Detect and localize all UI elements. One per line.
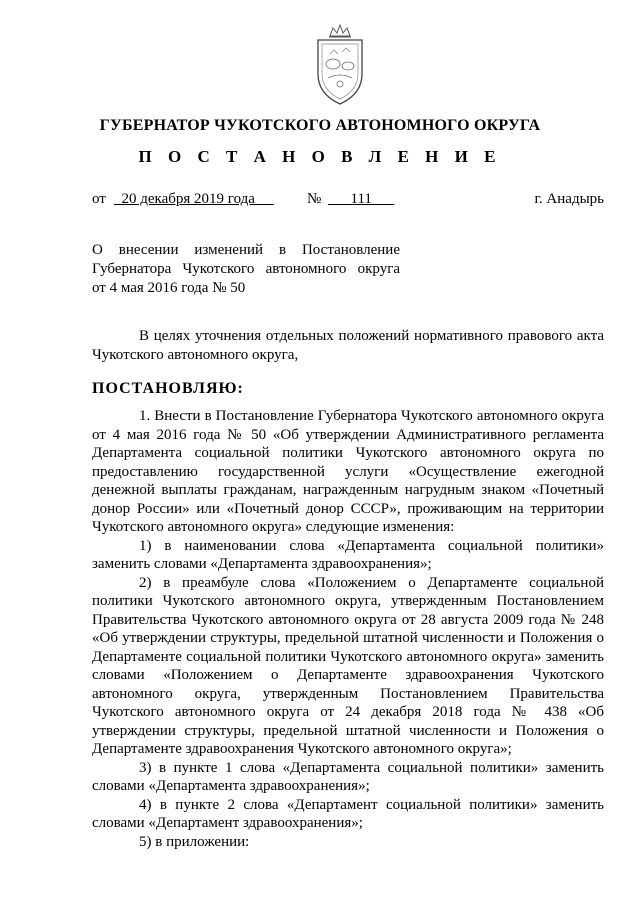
document-type-title: П О С Т А Н О В Л Е Н И Е <box>138 147 502 166</box>
date-prefix: от <box>92 191 106 207</box>
coat-of-arms-icon <box>300 22 380 108</box>
subject-line: Губернатора Чукотского автономного округа <box>92 261 400 277</box>
paragraph: 1) в наименовании слова «Департамента социальной политики» заменить словами «Департамента здравоохранения»; <box>92 537 604 572</box>
resolution-body <box>92 407 604 851</box>
number-sign: № <box>307 191 322 207</box>
resolve-heading: ПОСТАНОВЛЯЮ: <box>92 380 244 397</box>
governor-title: ГУБЕРНАТОР ЧУКОТСКОГО АВТОНОМНОГО ОКРУГА <box>99 117 541 134</box>
paragraph: 1. Внести в Постановление Губернатора Чукотского автономного округа от 4 мая 2016 года № 50 «Об утверждении Административного регламента Департамента социальной политики Чукотского автономного округа по предоставлению государственной услуги «Осуществление ежегодной денежной выплаты гражданам, награжденным нагрудным знаком «Почетный донор России» или «Почетный донор СССР», проживающим на территории Чукотского автономного округа» следующие изменения: <box>92 408 604 535</box>
document-meta <box>92 191 604 211</box>
city-name: г. Анадырь <box>534 191 604 207</box>
preamble-text: В целях уточнения отдельных положений нормативного правового акта Чукотского автономного округа, <box>92 328 604 363</box>
paragraph: 3) в пункте 1 слова «Департамента социальной политики» заменить словами «Департамента здравоохранения»; <box>92 759 604 794</box>
paragraph: 5) в приложении: <box>139 833 250 850</box>
subject-line: от 4 мая 2016 года № 50 <box>92 280 246 296</box>
document-date: 20 декабря 2019 года <box>121 191 255 207</box>
document-number: 111 <box>350 191 372 207</box>
document-subject <box>92 241 400 298</box>
subject-line: О внесении изменений в Постановление <box>92 242 400 258</box>
paragraph: 2) в преамбуле слова «Положением о Департаменте социальной политики Чукотского автономного округа, утвержденным Постановлением Правительства Чукотского автономного округа от 28 августа 2009 года № 248 «Об утверждении структуры, предельной штатной численности и Положения о Департаменте социальной политики Чукотского автономного округа» заменить словами «Положением о Департаменте здравоохранения Чукотского автономного округа, утвержденным Постановлением Правительства Чукотского автономного округа от 24 декабря 2018 года № 438 «Об утверждении структуры, предельной штатной численности и Положения о Департаменте здравоохранения Чукотского автономного округа»; <box>92 574 604 757</box>
paragraph: 4) в пункте 2 слова «Департамент социальной политики» заменить словами «Департамент здравоохранения»; <box>92 796 604 831</box>
